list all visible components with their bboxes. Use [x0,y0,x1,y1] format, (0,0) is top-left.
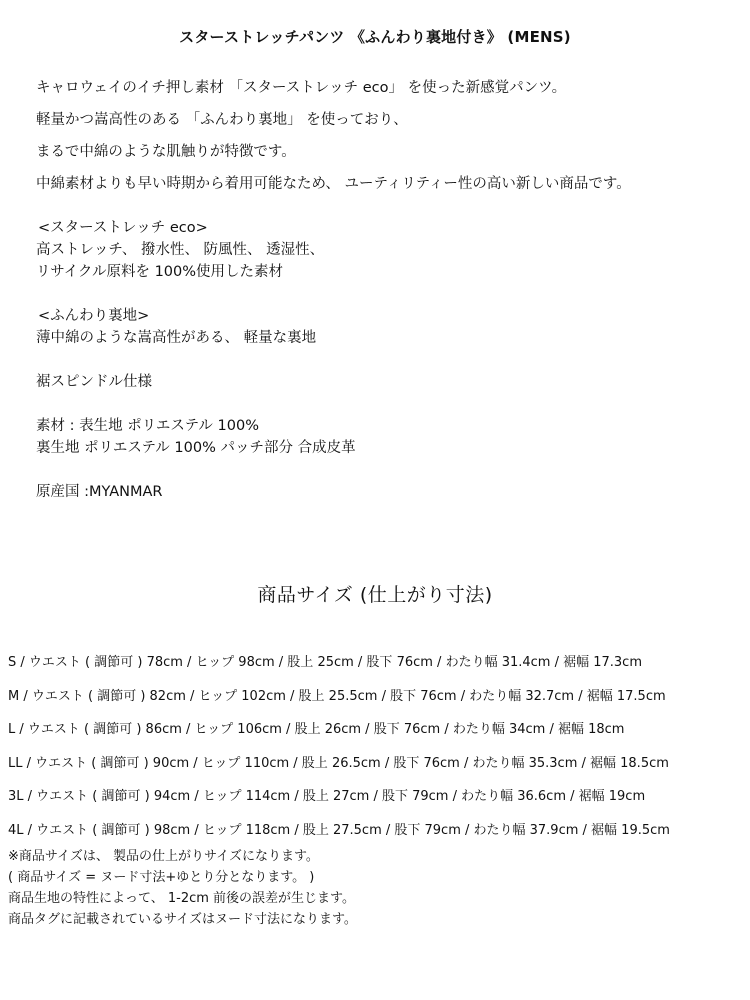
product-title: スターストレッチパンツ 《ふんわり裏地付き》 (MENS) [179,28,571,46]
size-row-3l: 3L / ウエスト ( 調節可 ) 94cm / ヒップ 114cm / 股上 27cm / 股下 79cm / わたり幅 36.6cm / 裾幅 19cm [8,789,646,804]
size-row-ll: LL / ウエスト ( 調節可 ) 90cm / ヒップ 110cm / 股上 26.5cm / 股下 76cm / わたり幅 35.3cm / 裾幅 18.5cm [8,755,669,771]
intro-line: 軽量かつ嵩高性のある 「ふんわり裏地」 を使っており、 [36,112,408,128]
intro-description [36,72,736,200]
section-line: リサイクル原料を 100%使用した素材 [36,264,284,280]
section-line: 素材 : 表生地 ポリエステル 100% [36,418,259,434]
size-list [8,646,748,847]
section-heading: <ふんわり裏地> [38,308,150,324]
origin-section [36,481,736,503]
size-heading: 商品サイズ (仕上がり寸法) [257,584,493,606]
feature-sections [36,217,736,525]
section-line: 薄中綿のような嵩高性がある、 軽量な裏地 [36,330,317,346]
size-row-m: M / ウエスト ( 調節可 ) 82cm / ヒップ 102cm / 股上 25.5cm / 股下 76cm / わたり幅 32.7cm / 裾幅 17.5cm [8,688,666,704]
intro-line: 中綿素材よりも早い時期から着用可能なため、 ユーティリティー性の高い新しい商品です。 [36,176,631,192]
size-row-s: S / ウエスト ( 調節可 ) 78cm / ヒップ 98cm / 股上 25cm / 股下 76cm / わたり幅 31.4cm / 裾幅 17.3cm [8,655,642,670]
star-stretch-section [36,217,736,283]
size-row-l: L / ウエスト ( 調節可 ) 86cm / ヒップ 106cm / 股上 26cm / 股下 76cm / わたり幅 34cm / 裾幅 18cm [8,722,625,737]
section-line: 高ストレッチ、 撥水性、 防風性、 透湿性、 [36,242,325,258]
hem-section [36,371,736,393]
size-notes [8,846,748,930]
material-section [36,415,736,459]
intro-line: キャロウェイのイチ押し素材 「スターストレッチ eco」 を使った新感覚パンツ。 [36,80,567,96]
intro-line: まるで中綿のような肌触りが特徴です。 [36,144,296,160]
note-line: 商品タグに記載されているサイズはヌード寸法になります。 [8,912,357,927]
note-line: ( 商品サイズ = ヌード寸法+ゆとり分となります。 ) [8,870,315,885]
section-line: 原産国 :MYANMAR [36,484,163,500]
size-row-4l: 4L / ウエスト ( 調節可 ) 98cm / ヒップ 118cm / 股上 27.5cm / 股下 79cm / わたり幅 37.9cm / 裾幅 19.5cm [8,822,670,838]
note-line: 商品生地の特性によって、 1-2cm 前後の誤差が生じます。 [8,891,356,906]
section-line: 裾スピンドル仕様 [36,374,152,390]
section-heading: <スターストレッチ eco> [38,220,208,236]
note-line: ※商品サイズは、 製品の仕上がりサイズになります。 [8,849,319,864]
section-line: 裏生地 ポリエステル 100% パッチ部分 合成皮革 [36,440,356,456]
fuwari-lining-section [36,305,736,349]
